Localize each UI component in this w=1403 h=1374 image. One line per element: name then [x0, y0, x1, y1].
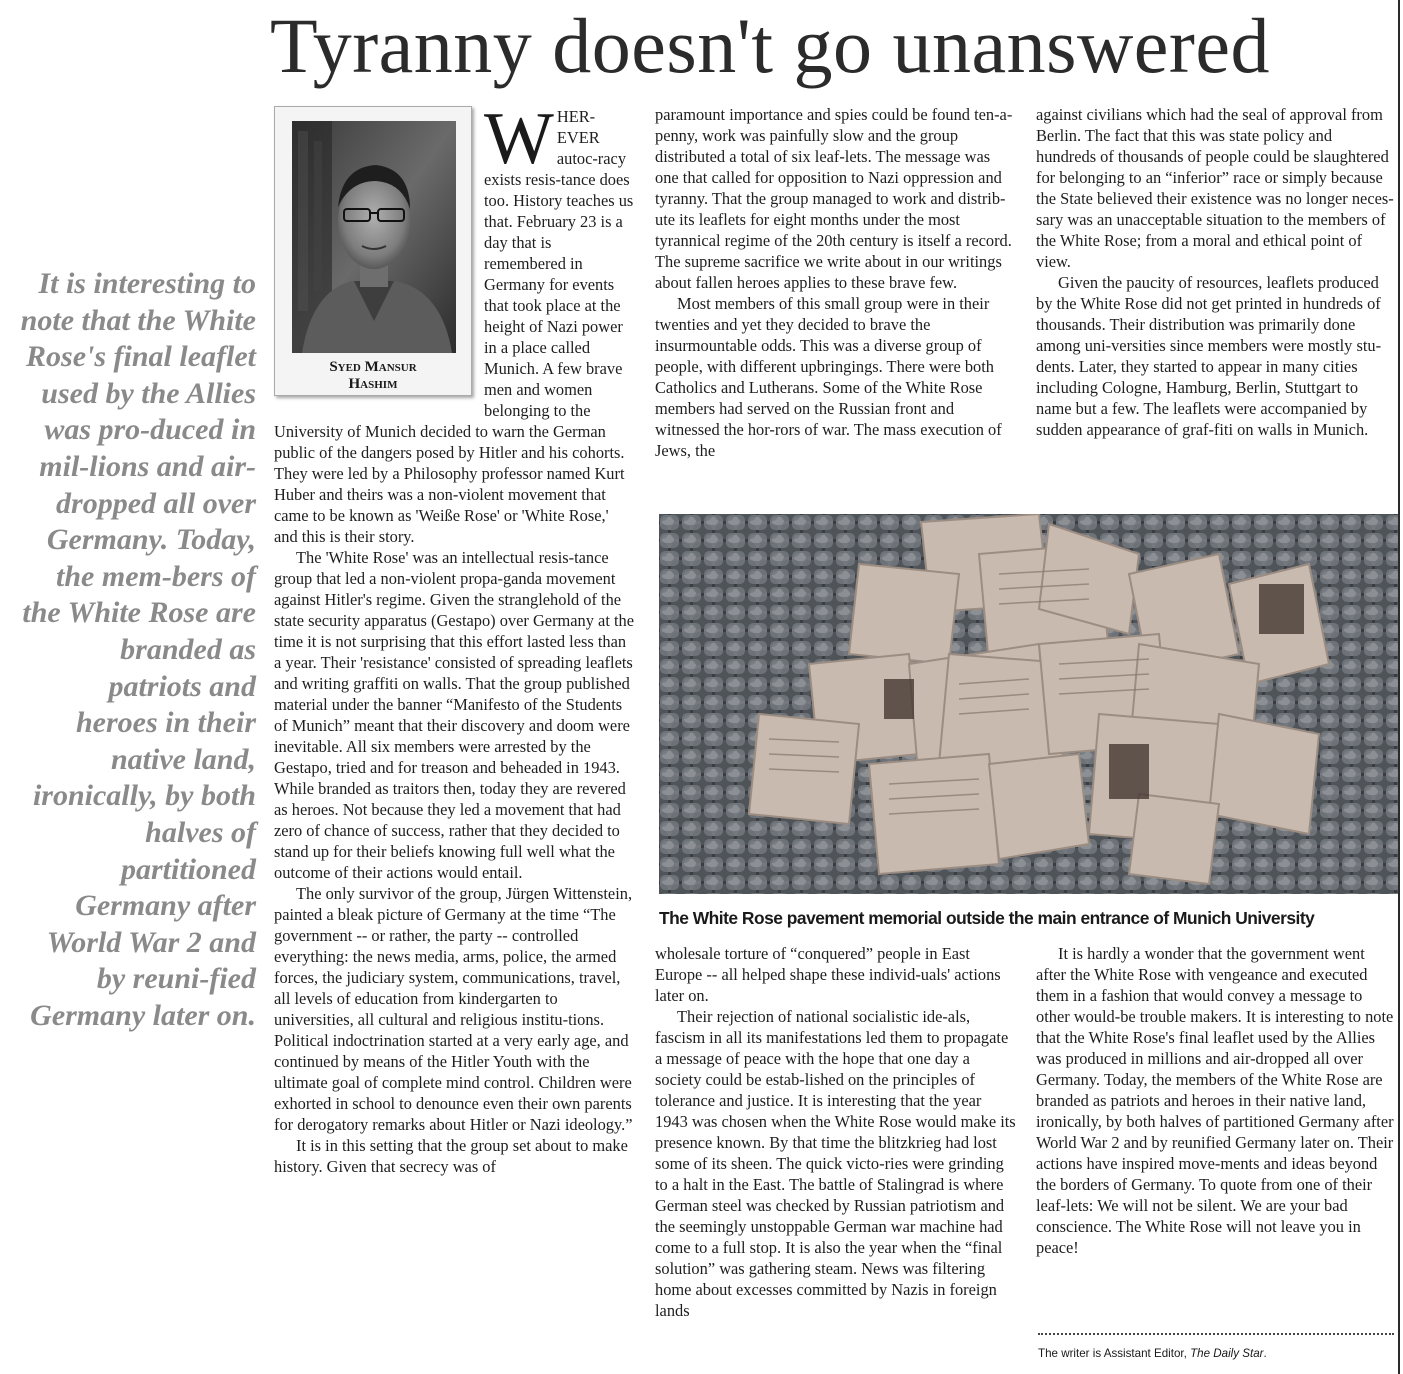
paragraph: wholesale torture of “conquered” people in East Europe -- all helped shape these individ-uals' actions later on.: [655, 944, 1001, 1005]
photo-caption: The White Rose pavement memorial outside the main entrance of Munich University: [659, 908, 1315, 928]
headline: Tyranny doesn't go unanswered: [270, 2, 1271, 89]
author-box: [274, 106, 472, 396]
article-column-4: [655, 943, 1016, 1321]
paragraph: Most members of this small group were in their twenties and yet they decided to brave the insurmountable odds. This was a diverse group of people, with different upbringings. There were both Catholics and Lutherans. Some of the White Rose members had served on the Russian front and witnessed the hor-rors of war. The mass execution of Jews, the: [655, 294, 1002, 460]
author-name-line1: Syed Mansur: [329, 359, 417, 375]
article-column-5: [1036, 943, 1398, 1258]
credit-publication: The Daily Star: [1190, 1347, 1264, 1360]
article-column-1: [274, 98, 636, 1177]
author-name-line2: Hashim: [348, 376, 398, 392]
paragraph: It is in this setting that the group set about to make history. Given that secrecy was of: [274, 1136, 628, 1176]
paragraph: The only survivor of the group, Jürgen Wittenstein, painted a bleak picture of Germany at the time “The government -- or rather, the party -- controlled everything: the news media, arms, police, the armed forces, the judiciary system, communications, travel, all levels of education from kindergarten to universities, all cultural and religious institu-tions. Political indoctrination started at a very early age, and continued by means of the Hitler Youth with the ultimate goal of complete mind control. Children were exhorted in school to denounce even their own parents for derogatory remarks about Hitler or Nazi ideology.”: [274, 884, 633, 1134]
paragraph: HER-EVER autoc-racy exists resis-tance does too. History teaches us that. February 23 is a day that is remembered in Germany for events that took place at the height of Nazi power in a place called Munich. A few brave men and women belonging to the University of Munich decided to warn the German public of the dangers posed by Hitler and his cohorts. They were led by a Philosophy professor named Kurt Huber and theirs was a non-violent movement that came to be known as 'Weiße Rose' or 'White Rose,' and this is their story.: [274, 107, 634, 546]
article-column-3: [1036, 104, 1396, 440]
credit-suffix: .: [1263, 1347, 1267, 1360]
memorial-photo: [659, 514, 1398, 894]
paragraph: paramount importance and spies could be found ten-a-penny, work was painfully slow and the group distributed a total of six leaf-lets. The message was one that called for opposition to Nazi oppression and tyranny. That the group managed to work and distrib-ute its leaflets for eight months under the most tyrannical regime of the 20th century is itself a record. The supreme sacrifice we write about in our writings about fallen heroes applies to these brave few.: [655, 105, 1013, 292]
article-column-2: [655, 104, 1016, 461]
drop-cap: W: [484, 98, 554, 180]
writer-credit: [1038, 1346, 1398, 1362]
dotted-divider: [1038, 1333, 1394, 1335]
paragraph: The 'White Rose' was an intellectual resis-tance group that led a non-violent propa-ganda movement against Hitler's regime. Given the stranglehold of the state security apparatus (Gestapo) over Germany at the time it is not surprising that this effort lasted less than a year. Their 'resistance' consisted of spreading leaflets and writing graffiti on walls. That the group published material under the banner “Manifesto of the Students of Munich” meant that their discovery and doom were inevitable. All six members were arrested by the Gestapo, tried and for treason and beheaded in 1943. While branded as traitors then, today they are revered as heroes. Not because they led a movement that had zero of chance of success, rather that they decided to stand up for their beliefs knowing full well what the outcome of their actions would entail.: [274, 548, 634, 882]
paragraph: against civilians which had the seal of approval from Berlin. The fact that this was state policy and hundreds of thousands of people could be slaughtered for belonging to an “inferior” race or simply because the State believed their existence was no longer neces-sary was an unacceptable situation to the members of the White Rose; from a moral and ethical point of view.: [1036, 105, 1394, 271]
author-photo: [292, 121, 456, 353]
paragraph: Given the paucity of resources, leaflets produced by the White Rose did not get printed in hundreds of thousands. Their distribution was primarily done among uni-versities since members were mostly stu-dents. Later, they started to appear in many cities including Cologne, Hamburg, Berlin, Stuttgart to name but a few. The leaflets were accompanied by sudden appearance of graf-fiti on walls in Munich.: [1036, 273, 1382, 439]
paragraph: Their rejection of national socialistic ide-als, fascism in all its manifestations led them to propagate a message of peace with the hope that one day a society could be estab-lished on the principles of tolerance and justice. It is interesting that the year 1943 was chosen when the White Rose would make its presence known. By that time the blitzkrieg had lost some of its sheen. The quick victo-ries were grinding to a halt in the East. The battle of Stalingrad is where German steel was checked by Russian patriotism and the seemingly unstoppable German war machine had come to a full stop. It is also the year when the “final solution” was gathering steam. News was filtering home about excesses committed by Nazis in foreign lands: [655, 1007, 1016, 1320]
column-rule: [1398, 0, 1400, 1374]
pull-quote: It is interesting to note that the White Rose's final leaflet used by the Allies was pro-duced in mil-lions and air-dropped all over Germany. Today, the mem-bers of the White Rose are branded as patriots and heroes in their native land, ironically, by both halves of partitioned Germany after World War 2 and by reuni-fied Germany later on.: [20, 267, 256, 1032]
credit-prefix: The writer is Assistant Editor,: [1038, 1347, 1191, 1360]
author-name: [292, 359, 454, 393]
paragraph: It is hardly a wonder that the government went after the White Rose with vengeance and executed them in a fashion that would convey a message to other would-be trouble makers. It is interesting to note that the White Rose's final leaflet used by the Allies was produced in millions and air-dropped all over Germany. Today, the members of the White Rose are branded as patriots and heroes in their native land, ironically, by both halves of partitioned Germany after World War 2 and by reunified Germany later on. Their actions have inspired move-ments and ideas beyond the borders of Germany. To quote from one of their leaf-lets: We will not be silent. We are your bad conscience. The White Rose will not leave you in peace!: [1036, 944, 1394, 1257]
